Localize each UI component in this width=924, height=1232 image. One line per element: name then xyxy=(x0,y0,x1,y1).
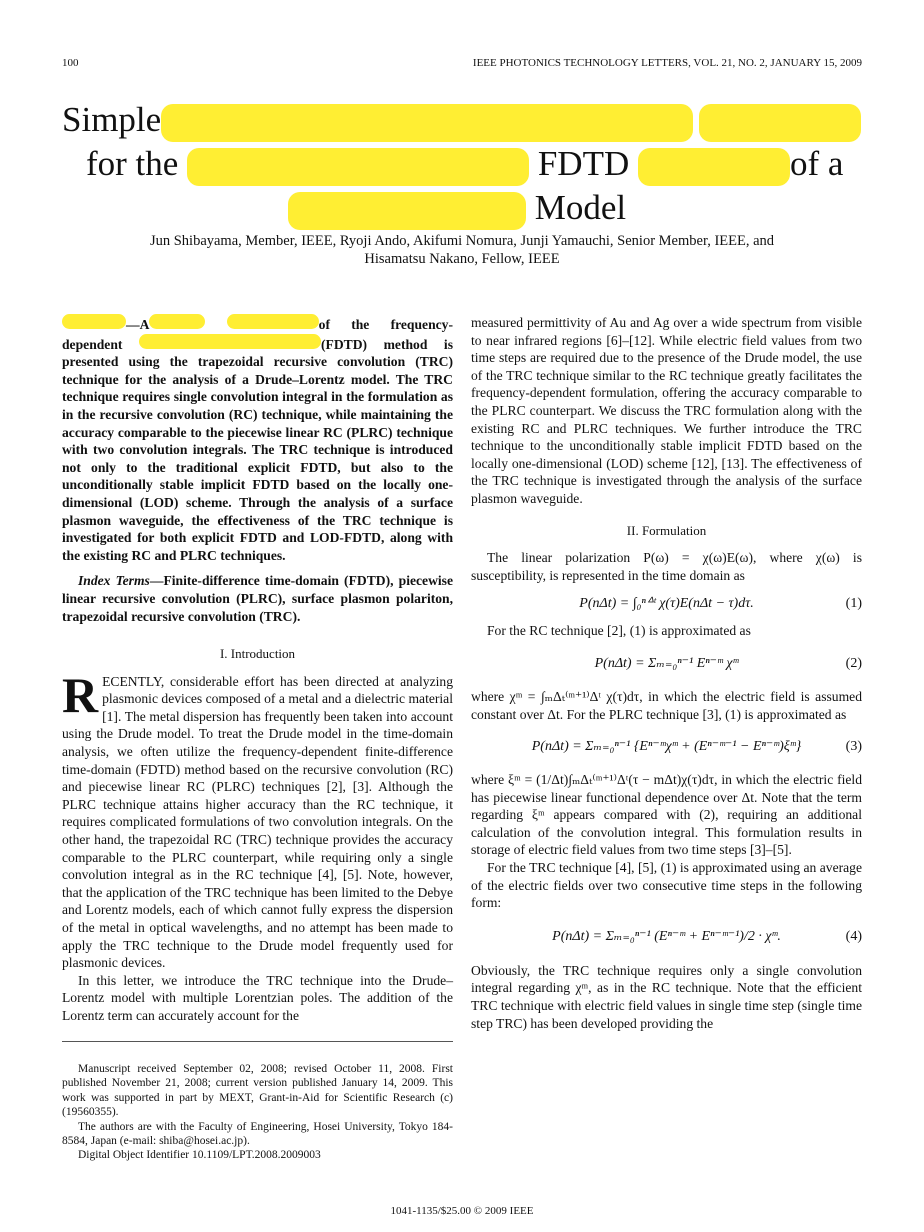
right-p1: measured permittivity of Au and Ag over a wide spectrum from visible to near infrared regions [6]–[12]. While electric field values from two time steps are required due to the presence of the Drude model, the use of the TRC technique similar to the RC technique greatly facilitates the frequency-dependent formulation, offering the accuracy comparable to the PLRC counterpart. We discuss the TRC formulation along with the existing RC and PLRC techniques. We further introduce the TRC technique to the unconditionally stable implicit FDTD based on the locally one-dimensional (LOD) scheme [12], [13]. The effectiveness of the TRC technique is investigated through the analysis of the surface plasmon waveguide. xyxy=(471,315,862,506)
redaction-5 xyxy=(288,192,526,230)
redaction-7 xyxy=(227,314,319,329)
journal-header: IEEE PHOTONICS TECHNOLOGY LETTERS, VOL. 21, NO. 2, JANUARY 15, 2009 xyxy=(472,57,862,69)
title-line2a: for the xyxy=(86,144,179,183)
right-p3: For the RC technique [2], (1) is approximated as xyxy=(487,623,751,639)
redaction-8 xyxy=(139,334,321,349)
left-column xyxy=(62,314,453,1025)
page-number: 100 xyxy=(62,57,79,69)
redaction-abstract-label xyxy=(62,314,126,329)
title-line2c: of a xyxy=(789,144,844,183)
footnote-divider xyxy=(62,1041,453,1042)
author-list xyxy=(60,232,864,268)
redaction-2 xyxy=(699,104,861,142)
title-line1: Simple xyxy=(62,100,162,139)
copyright: 1041-1135/$25.00 © 2009 IEEE xyxy=(390,1205,534,1217)
right-p6: For the TRC technique [4], [5], (1) is approximated using an average of the electric fields over two consecutive time steps in the following form: xyxy=(471,860,862,911)
title-line3: Model xyxy=(534,188,627,227)
equation-4: P(nΔt) = Σₘ₌₀ⁿ⁻¹ (Eⁿ⁻ᵐ + Eⁿ⁻ᵐ⁻¹)/2 · χᵐ. (4) xyxy=(552,929,862,945)
abstract: —A of the frequency-dependent (FDTD) method is presented using the trapezoidal recursive convolution (TRC) technique for the analysis of a Drude–Lorentz model. The TRC technique requires single convolution integral in the formulation as in the recursive convolution (RC) technique, while maintaining the accuracy comparable to the piecewise linear RC (PLRC) technique with two convolution integrals. The TRC technique is introduced not only to the traditional explicit FDTD, but also to the unconditionally stable implicit FDTD based on the locally one-dimensional (LOD) scheme. Through the analysis of a surface plasmon waveguide, the effectiveness of the TRC technique is investigated for both explicit FDTD and LOD-FDTD, along with the existing RC and PLRC techniques. xyxy=(62,314,453,564)
intro-p2: In this letter, we introduce the TRC technique into the Drude–Lorentz model with multiple Lorentzian poles. The addition of the Lorentz term can accurately account for the xyxy=(62,972,453,1023)
redaction-4 xyxy=(638,148,790,186)
right-p4: where χᵐ = ∫ₘΔₜ⁽ᵐ⁺¹⁾Δᵗ χ(τ)dτ, in which the electric field is assumed constant over Δt. For the PLRC technique [3], (1) is approximated as xyxy=(471,688,862,722)
right-column xyxy=(471,314,862,1032)
redaction-6 xyxy=(149,314,205,329)
index-terms: Index Terms—Finite-difference time-domain (FDTD), piecewise linear recursive convolution (PLRC), surface plasmon polariton, trapezoidal recursive convolution (TRC). xyxy=(62,573,453,624)
paper-title xyxy=(0,98,924,230)
right-p7: Obviously, the TRC technique requires only a single convolution integral regarding χᵐ, as in the RC technique. Note that the efficient TRC technique with electric field values in single time step (single time step TRC) has been developed providing the xyxy=(471,962,862,1031)
authors-line2: Hisamatsu Nakano, Fellow, IEEE xyxy=(364,251,560,267)
footnotes: Manuscript received September 02, 2008; revised October 11, 2008. First published November 21, 2008; current version published January 14, 2009. This work was supported in part by MEXT, Grant-in-Aid for Scientific Research (c) (19560355). The authors are with the Faculty of Engineering, Hosei University, Tokyo 184-8584, Japan (e-mail: shiba@hosei.ac.jp). Digital Object Identifier 10.1109/LPT.2008.2009003 xyxy=(62,1063,453,1162)
intro-p1: RECENTLY, considerable effort has been directed at analyzing plasmonic devices composed of a metal and a dielectric material [1]. The metal dispersion has frequently been taken into account using the Drude model. To treat the Drude model in the time-domain analysis, we often utilize the frequency-dependent finite-difference time-domain (FDTD) method based on the recursive convolution (RC) and piecewise linear RC (PLRC) techniques [2], [3]. Although the PLRC technique attains higher accuracy than the RC technique, it requires complicated formulations of two convolution integrals. On the other hand, the trapezoidal RC (TRC) technique provides the accuracy comparable to the PLRC counterpart, while requiring only a single convolution integral as in the RC technique [4], [5]. Note, however, that the application of the TRC technique has been limited to the Debye and Lorentz models, each of which cannot fully express the dispersion of the metal in optical wavelengths, and no attempt has been made to apply the TRC technique to the Drude model frequently used for plasmonic devices. xyxy=(62,666,453,971)
right-p5: where ξᵐ = (1/Δt)∫ₘΔₜ⁽ᵐ⁺¹⁾Δᵗ(τ − mΔt)χ(τ)dτ, in which the electric field has piecewise linear functional dependence over Δt. Note that the term regarding ξᵐ appears compared with (2), requiring an additional calculation of the convolution integral. This formulation results in storage of electric field values from two time steps [3]–[5]. xyxy=(471,772,862,858)
authors-line1: Jun Shibayama, Member, IEEE, Ryoji Ando, Akifumi Nomura, Junji Yamauchi, Senior Member, IEEE, and xyxy=(149,233,775,249)
equation-3: P(nΔt) = Σₘ₌₀ⁿ⁻¹ {Eⁿ⁻ᵐχᵐ + (Eⁿ⁻ᵐ⁻¹ − Eⁿ⁻ᵐ)ξᵐ} (3) xyxy=(531,739,862,755)
formulation-heading: II. Formulation xyxy=(626,522,707,538)
title-line2b: FDTD xyxy=(537,144,630,183)
intro-heading: I. Introduction xyxy=(219,646,296,662)
redaction-3 xyxy=(187,148,529,186)
equation-2: P(nΔt) = Σₘ₌₀ⁿ⁻¹ Eⁿ⁻ᵐ χᵐ (2) xyxy=(594,656,862,672)
right-p2: The linear polarization P(ω) = χ(ω)E(ω), where χ(ω) is susceptibility, is represented in the time domain as xyxy=(471,550,862,583)
redaction-1 xyxy=(161,104,693,142)
equation-1: P(nΔt) = ∫₀ⁿᐞᵗ χ(τ)E(nΔt − τ)dτ. (1) xyxy=(579,595,862,611)
